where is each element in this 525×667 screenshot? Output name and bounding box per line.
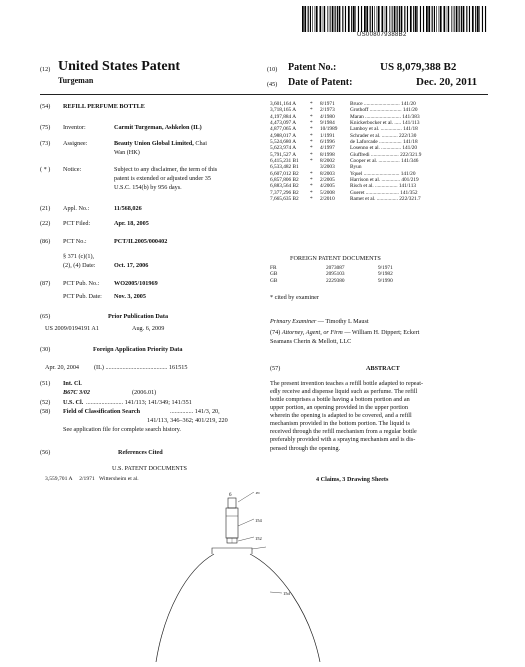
barcode-bar <box>372 6 373 32</box>
barcode-bar <box>459 6 460 32</box>
barcode-bar <box>469 6 470 32</box>
ref-inventor: Maran ........................... 141/383 <box>350 113 420 120</box>
uscl-value: ........................ 141/113; 141/349; 141/351 <box>86 399 192 406</box>
ref-date: 3/2003 <box>320 164 335 171</box>
barcode-bar <box>439 6 440 32</box>
ref-inventor: Knickerbocker et al. ..... 141/113 <box>350 120 420 127</box>
us-docs-heading: U.S. PATENT DOCUMENTS <box>112 465 187 472</box>
prior-row-pub: US 2009/0194191 A1 <box>45 325 99 332</box>
label-154: 154 <box>255 518 262 523</box>
pct-filed-label: PCT Filed: <box>63 220 91 227</box>
inventor-name: Carmit Turgeman, Ashkelon (IL) <box>114 124 202 131</box>
inventor-surname: Turgeman <box>58 76 94 85</box>
barcode-bar <box>374 6 375 32</box>
code-10: (10) <box>267 66 278 73</box>
code-51: (51) <box>40 380 51 387</box>
barcode-bar <box>479 6 480 32</box>
foreign-priority-number: (IL) ........................................ 161515 <box>94 364 188 371</box>
pct-filed-date: Apr. 18, 2005 <box>114 220 149 227</box>
barcode-bar <box>394 6 396 32</box>
barcode-bar <box>351 6 352 32</box>
field-line3: See application file for complete search history. <box>63 426 181 433</box>
attorney-line2: Seamans Cherin & Mellott, LLC <box>270 338 352 345</box>
barcode-bar <box>335 6 336 32</box>
doc-type: United States Patent <box>58 59 181 74</box>
barcode-bar <box>312 6 313 32</box>
barcode-bar <box>364 6 366 32</box>
ref-inventor: Gueret ......................... 141/352 <box>350 189 418 196</box>
pub-label: PCT Pub. No.: <box>63 280 100 287</box>
ref-star: * <box>310 189 313 196</box>
barcode-bar <box>315 6 316 32</box>
assignee-name: Beauty Union Global Limited, <box>114 140 194 147</box>
barcode-bar <box>417 6 418 32</box>
barcode-bar <box>382 6 384 32</box>
barcode-bar <box>436 6 437 32</box>
barcode <box>300 6 490 32</box>
first-ref-inventor: Wittersheim et al. <box>98 476 139 482</box>
s371-line2: (2), (4) Date: <box>63 262 96 269</box>
ref-inventor: Lamboy et al. ................ 141/18 <box>350 126 418 133</box>
appl-label: Appl. No.: <box>63 205 90 212</box>
us-ref-row <box>270 196 423 202</box>
patent-number: US 8,079,388 B2 <box>380 61 457 73</box>
ref-date: 2/1973 <box>320 107 335 114</box>
uscl-label: U.S. Cl. <box>63 399 84 406</box>
abstract-line: pensed through the opening. <box>270 444 341 452</box>
appl-number: 11/568,026 <box>114 205 142 212</box>
ref-country: GB <box>270 277 278 284</box>
ref-inventor: Byun <box>350 164 362 171</box>
patent-no-label: Patent No.: <box>288 62 337 73</box>
ref-date: 9/1982 <box>378 271 393 278</box>
notice-line1: Subject to any disclaimer, the term of this <box>114 166 218 173</box>
barcode-bar <box>482 6 483 32</box>
barcode-graphic <box>300 6 490 32</box>
barcode-bar <box>316 6 318 32</box>
barcode-bar <box>407 6 408 32</box>
barcode-bar <box>327 6 328 32</box>
foreign-priority-heading: Foreign Application Priority Data <box>93 346 183 353</box>
ref-date: 8/1971 <box>320 101 335 107</box>
ref-inventor: Risch et al. ................. 141/113 <box>350 183 417 190</box>
ref-star: * <box>310 120 313 127</box>
barcode-bar <box>477 6 479 32</box>
ref-star: * <box>310 177 313 184</box>
assignee-line1 <box>114 140 207 148</box>
code-45: (45) <box>267 81 278 88</box>
inventor-label: Inventor: <box>63 124 86 131</box>
foreign-docs-heading: FOREIGN PATENT DOCUMENTS <box>290 255 381 262</box>
abstract-line: mechanism provided in the bottom portion. The liquid is <box>270 420 410 428</box>
barcode-bar <box>456 6 458 32</box>
first-ref-number: 3,559,701 A <box>45 476 73 482</box>
barcode-bar <box>399 6 400 32</box>
ref-star: * <box>310 170 313 177</box>
barcode-bar <box>448 6 449 32</box>
patent-date: Dec. 20, 2011 <box>416 76 478 88</box>
pct-no-label: PCT No.: <box>63 238 87 245</box>
ref-country: GB <box>270 271 278 278</box>
barcode-bar <box>378 6 380 32</box>
label-top: 6 <box>229 493 232 498</box>
ref-number: 2073087 <box>326 265 345 271</box>
barcode-bar <box>386 6 387 32</box>
ref-number: 4,473,097 A <box>270 120 297 127</box>
ref-inventor: Ramet et al. ................ 222/321.7 <box>350 196 421 203</box>
barcode-bar <box>472 6 474 32</box>
ref-country: FR <box>270 265 277 271</box>
ref-star: * <box>310 126 313 133</box>
label-15d: 15d <box>283 591 290 596</box>
ref-number: 2229380 <box>326 277 345 284</box>
abstract-line: edly receive and dispense liquid such as perfume. The refill <box>270 388 418 396</box>
barcode-bar <box>434 6 435 32</box>
ref-star: * <box>310 101 313 107</box>
barcode-bar <box>308 6 309 32</box>
claims-note: 4 Claims, 3 Drawing Sheets <box>316 476 389 483</box>
barcode-bar <box>302 6 304 32</box>
barcode-bar <box>339 6 341 32</box>
code-30: (30) <box>40 346 51 353</box>
code-54: (54) <box>40 103 51 110</box>
primary-examiner <box>270 318 369 326</box>
ref-date: 4/1997 <box>320 145 335 152</box>
ref-star: * <box>310 139 313 146</box>
barcode-bar <box>370 6 371 32</box>
ref-date: 5/2008 <box>320 189 335 196</box>
ref-date: 8/2003 <box>320 170 335 177</box>
ref-number: 6,415,231 B1 <box>270 158 299 165</box>
ref-inventor: Cooper et al. ................ 141/346 <box>350 158 419 165</box>
ref-star: * <box>310 113 313 120</box>
ref-number: 6,533,482 B1 <box>270 164 299 171</box>
barcode-bar <box>348 6 350 32</box>
barcode-bar <box>461 6 462 32</box>
ref-date: 8/1998 <box>320 151 335 158</box>
barcode-bar <box>432 6 433 32</box>
ref-date: 4/1980 <box>320 113 335 120</box>
barcode-bar <box>392 6 393 32</box>
pub-date: Nov. 3, 2005 <box>114 293 146 300</box>
ref-number: 6,883,564 B2 <box>270 183 299 190</box>
ref-star: * <box>310 107 313 114</box>
ref-date: 9/1984 <box>320 120 335 127</box>
ref-number: 4,877,065 A <box>270 126 297 133</box>
barcode-bar <box>410 6 412 32</box>
ref-date: 9/1990 <box>378 277 393 284</box>
ref-date: 8/2002 <box>320 158 335 165</box>
abstract-line: wherein the opening is adapted to be covered, and a refill <box>270 412 412 420</box>
code-87: (87) <box>40 280 51 287</box>
prior-heading: Prior Publication Data <box>108 313 169 320</box>
barcode-bar <box>454 6 455 32</box>
barcode-bar <box>413 6 414 32</box>
barcode-bar <box>440 6 442 32</box>
abstract-line: received through the refill mechanism from a regular bottle <box>270 428 417 436</box>
barcode-bar <box>329 6 330 32</box>
barcode-bar <box>423 6 424 32</box>
ref-number: 7,377,296 B2 <box>270 189 299 196</box>
ref-inventor: Giuffredi ..................... 222/321.9 <box>350 151 422 158</box>
abstract-line: bottle comprises a bottle having a bottom portion and an <box>270 396 410 404</box>
ref-inventor: Schrader et al. ............ 222/130 <box>350 132 417 139</box>
barcode-bar <box>337 6 338 32</box>
barcode-bar <box>366 6 368 32</box>
code-21: (21) <box>40 205 51 212</box>
assignee-label: Assignee: <box>63 140 88 147</box>
ref-number: 5,791,527 A <box>270 151 297 158</box>
barcode-bar <box>401 6 403 32</box>
invention-title: REFILL PERFUME BOTTLE <box>63 103 145 110</box>
barcode-bar <box>428 6 430 32</box>
label-152: 152 <box>255 536 262 541</box>
ref-star: * <box>310 196 313 203</box>
pct-number: PCT/IL2005/000402 <box>114 238 168 245</box>
header-divider <box>40 94 488 95</box>
field-line2: 141/113, 346–362; 401/219, 220 <box>147 417 228 424</box>
code-58: (58) <box>40 408 51 415</box>
assignee-line2: Wan (HK) <box>114 149 140 156</box>
code-12: (12) <box>40 66 51 73</box>
code-73: (73) <box>40 140 51 147</box>
bottle-figure <box>150 492 380 662</box>
abstract-line: The present invention teaches a refill bottle adapted to repeat- <box>270 380 424 387</box>
notice-line2: patent is extended or adjusted under 35 <box>114 175 211 182</box>
cited-note: * cited by examiner <box>270 294 319 301</box>
field-value: ............... 141/3, 20, <box>170 408 220 415</box>
ref-date: 6/1996 <box>320 139 335 146</box>
barcode-bar <box>451 6 452 32</box>
ref-date: 1/1991 <box>320 132 335 139</box>
barcode-bar <box>342 6 343 32</box>
first-reference <box>45 476 139 483</box>
code-57: (57) <box>270 365 281 372</box>
field-label: Field of Classification Search <box>63 408 141 415</box>
code-notice: ( * ) <box>40 166 51 173</box>
first-ref-date: 2/1971 <box>79 476 95 482</box>
barcode-bar <box>377 6 378 32</box>
ref-inventor: Grothoff ........................ 141/20 <box>350 107 418 114</box>
ref-number: 3,718,165 A <box>270 107 297 114</box>
intcl-label: Int. Cl. <box>63 380 82 387</box>
barcode-bar <box>485 6 486 32</box>
ref-number: 7,665,635 B2 <box>270 196 299 203</box>
examiner-label: Primary Examiner <box>270 318 317 325</box>
ref-date: 10/1989 <box>320 126 338 133</box>
barcode-bar <box>463 6 465 32</box>
attorney <box>270 329 419 337</box>
ref-inventor: Bruce ........................... 141/20 <box>350 101 416 107</box>
ref-inventor: Losenno et al. ............... 141/20 <box>350 145 418 152</box>
s371-line1: § 371 (c)(1), <box>63 253 95 260</box>
attorney-label: Attorney, Agent, or Firm <box>281 329 343 336</box>
barcode-bar <box>444 6 446 32</box>
examiner-name: — Timothy L Maust <box>317 318 369 325</box>
barcode-bar <box>310 6 311 32</box>
foreign-ref-row <box>270 278 410 284</box>
code-86: (86) <box>40 238 51 245</box>
intcl-version: (2006.01) <box>132 389 157 396</box>
ref-date: 2/2010 <box>320 196 335 203</box>
abstract-line: upper portion, an opening provided in the upper portion <box>270 404 408 412</box>
abstract-text <box>270 380 488 453</box>
prior-row-date: Aug. 6, 2009 <box>132 325 165 332</box>
barcode-bar <box>404 6 405 32</box>
bottle-drawing <box>150 492 380 662</box>
ref-date: 4/2005 <box>320 183 335 190</box>
barcode-bar <box>447 6 448 32</box>
abstract-heading: ABSTRACT <box>366 365 400 372</box>
ref-star: * <box>310 145 313 152</box>
code-75: (75) <box>40 124 51 131</box>
pub-date-label: PCT Pub. Date: <box>63 293 102 300</box>
barcode-bar <box>304 6 306 32</box>
code-52: (52) <box>40 399 51 406</box>
ref-number: 5,623,974 A <box>270 145 297 152</box>
notice-label: Notice: <box>63 166 82 173</box>
ref-inventor: Yquel ........................... 141/20 <box>350 170 416 177</box>
intcl-class: B67C 3/02 <box>63 389 90 396</box>
barcode-bar <box>420 6 421 32</box>
barcode-bar <box>345 6 346 32</box>
refs-heading: References Cited <box>118 449 163 456</box>
us-references-table <box>270 101 423 203</box>
barcode-number: US008079388B2 <box>357 32 407 38</box>
label-16: 16 <box>255 492 260 495</box>
barcode-bar <box>324 6 325 32</box>
pub-number: WO2005/101969 <box>114 280 158 287</box>
code-56: (56) <box>40 449 51 456</box>
code-65: (65) <box>40 313 51 320</box>
code-22: (22) <box>40 220 51 227</box>
foreign-priority-date: Apr. 20, 2004 <box>45 364 80 371</box>
date-label: Date of Patent: <box>288 77 353 88</box>
ref-inventor: de Laforcade ................. 141/18 <box>350 139 418 146</box>
ref-star: * <box>310 158 313 165</box>
ref-number: 3,601,164 A <box>270 101 297 107</box>
foreign-references-table <box>270 265 410 284</box>
barcode-bar <box>355 6 356 32</box>
barcode-bar <box>397 6 398 32</box>
barcode-bar <box>361 6 362 32</box>
barcode-bar <box>358 6 359 32</box>
ref-number: 6,857,806 B2 <box>270 177 299 184</box>
attorney-name: — William H. Dippert; Eckert <box>344 329 420 336</box>
ref-number: 4,197,884 A <box>270 113 297 120</box>
barcode-bar <box>466 6 467 32</box>
barcode-bar <box>323 6 324 32</box>
ref-date: 2/2005 <box>320 177 335 184</box>
barcode-bar <box>332 6 334 32</box>
ref-number: 2095103 <box>326 271 345 278</box>
ref-number: 5,524,680 A <box>270 139 297 146</box>
barcode-bar <box>385 6 386 32</box>
barcode-bar <box>453 6 454 32</box>
barcode-bar <box>320 6 322 32</box>
barcode-bar <box>426 6 428 32</box>
s371-date: Oct. 17, 2006 <box>114 262 149 269</box>
barcode-bar <box>330 6 331 32</box>
barcode-bar <box>415 6 417 32</box>
barcode-bar <box>475 6 476 32</box>
ref-inventor: Harrison et al. .............. 401/219 <box>350 177 419 184</box>
barcode-bar <box>391 6 392 32</box>
ref-star: * <box>310 132 313 139</box>
barcode-bar <box>353 6 355 32</box>
ref-date: 9/1971 <box>378 265 393 271</box>
abstract-line: preferably provided with a spraying mechanism and is dis- <box>270 436 416 444</box>
notice-line3: U.S.C. 154(b) by 956 days. <box>114 184 182 191</box>
attorney-code: (74) <box>270 329 281 336</box>
ref-star: * <box>310 151 313 158</box>
ref-number: 6,607,012 B2 <box>270 170 299 177</box>
ref-star: * <box>310 183 313 190</box>
barcode-bar <box>389 6 390 32</box>
assignee-rest: Chai <box>195 140 207 147</box>
ref-number: 4,988,017 A <box>270 132 297 139</box>
